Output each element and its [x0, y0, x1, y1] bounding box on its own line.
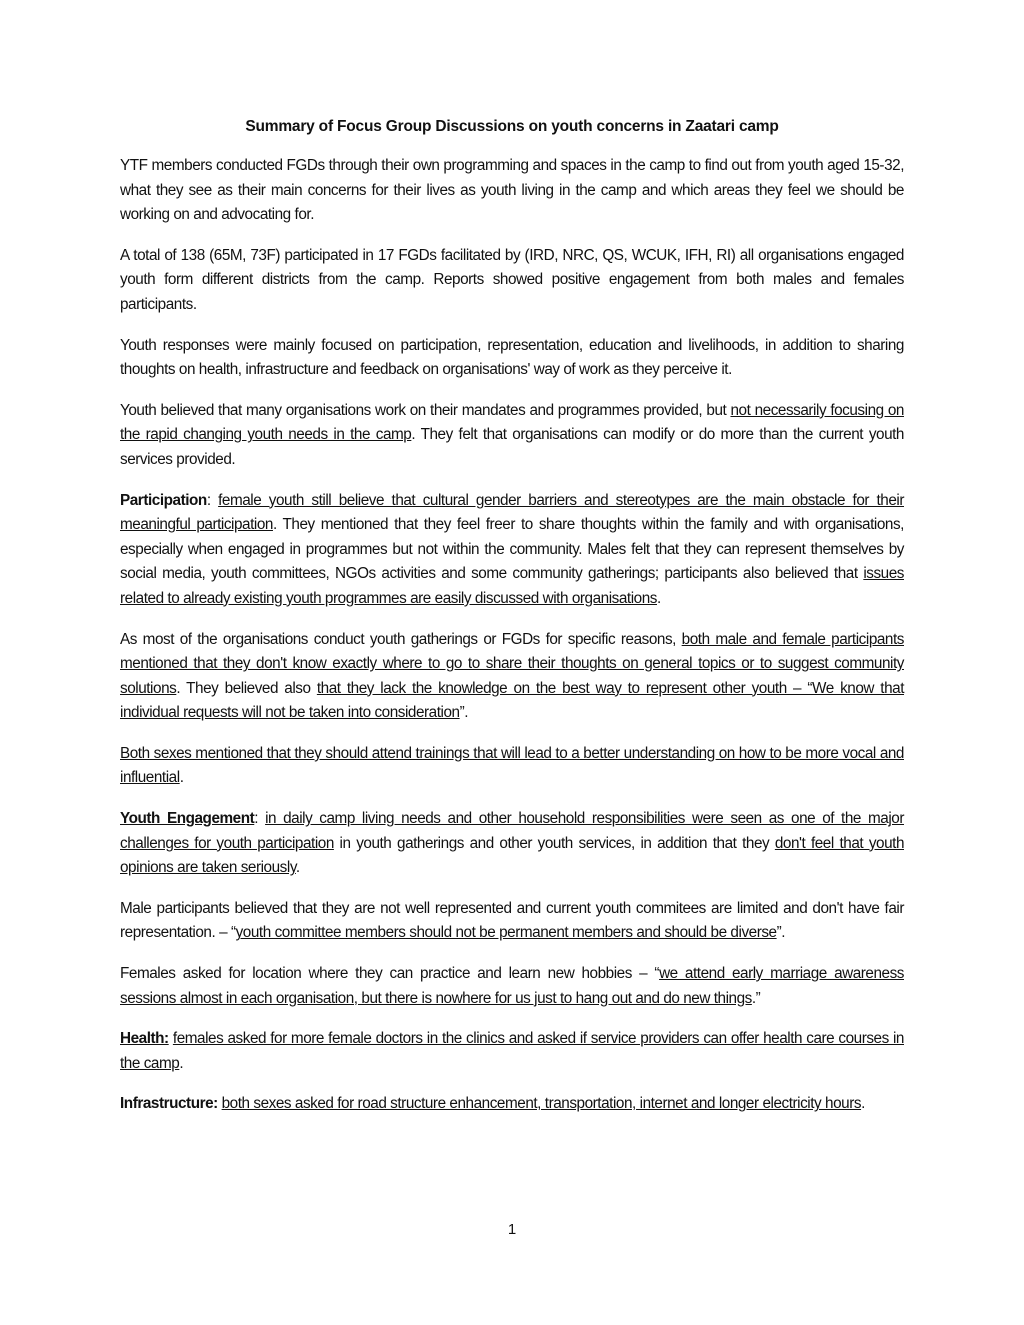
paragraph-text: .”: [751, 989, 761, 1007]
paragraph-text: Youth believed that many organisations work on their mandates and programmes provided, but: [120, 401, 731, 419]
paragraph-text: .: [295, 859, 300, 877]
paragraph-text: .: [179, 1054, 184, 1072]
paragraph-text: .: [656, 589, 661, 607]
paragraph-text: Male participants believed that they are not well represented and current youth commitees are limited and don't have fair representation. – “: [120, 899, 904, 942]
paragraph-text: .: [179, 769, 184, 787]
paragraph: [120, 1027, 904, 1076]
emphasized-text: we attend early marriage awareness sessions almost in each organisation, but there is nowhere for us just to hang out and do new things: [120, 965, 904, 1007]
section-heading: Infrastructure:: [120, 1095, 218, 1113]
paragraph-text: ”.: [776, 924, 786, 942]
paragraph: [120, 628, 904, 726]
document-page: [120, 118, 904, 1133]
paragraph-text: Youth responses were mainly focused on participation, representation, education and livelihoods, in addition to sharing thoughts on health, infrastructure and feedback on organisations' way of work as they perceive it.: [120, 336, 904, 379]
paragraph-text: As most of the organisations conduct youth gatherings or FGDs for specific reasons,: [120, 630, 682, 648]
paragraph: [120, 154, 904, 228]
section-heading: Participation: [120, 491, 207, 509]
paragraph-text: :: [254, 810, 266, 828]
paragraph: [120, 897, 904, 946]
paragraph: [120, 489, 904, 612]
paragraph: [120, 962, 904, 1011]
document-body: [120, 154, 904, 1117]
paragraph-text: . They believed also: [176, 679, 317, 697]
paragraph: [120, 334, 904, 383]
emphasized-text: both sexes asked for road structure enhancement, transportation, internet and longer electricity hours: [221, 1095, 862, 1113]
paragraph-text: .: [861, 1095, 865, 1113]
page-number: 1: [507, 1221, 517, 1238]
paragraph-text: YTF members conducted FGDs through their own programming and spaces in the camp to find out from youth aged 15-32, what they see as their main concerns for their lives as youth living in the camp and which areas they feel we should be working on and advocating for.: [120, 157, 904, 224]
emphasized-text: not necessarily focusing on the rapid changing youth needs in the camp: [120, 401, 904, 444]
paragraph: [120, 399, 904, 473]
paragraph-text: :: [206, 491, 219, 509]
paragraph: [120, 1092, 904, 1117]
paragraph-text: A total of 138 (65M, 73F) participated in 17 FGDs facilitated by (IRD, NRC, QS, WCUK, IFH, RI) all organisations engaged youth form different districts from the camp. Reports showed positive engagement from both males and females participants.: [120, 246, 904, 313]
emphasized-text: females asked for more female doctors in the clinics and asked if service providers can offer health care courses in the camp: [120, 1030, 904, 1072]
section-heading: Youth Engagement: [120, 810, 255, 828]
emphasized-text: in daily camp living needs and other household responsibilities were seen as one of the major challenges for youth participation: [120, 810, 904, 852]
emphasized-text: youth committee members should not be permanent members and should be diverse: [235, 924, 777, 942]
document-title: Summary of Focus Group Discussions on youth concerns in Zaatari camp: [245, 118, 779, 135]
paragraph: [120, 807, 904, 881]
paragraph-text: Females asked for location where they can practice and learn new hobbies – “: [120, 965, 660, 983]
paragraph-text: in youth gatherings and other youth services, in addition that they: [333, 834, 775, 852]
section-heading: Health:: [120, 1030, 169, 1048]
paragraph: [120, 244, 904, 318]
paragraph-text: . They mentioned that they feel freer to share thoughts within the family and with organisations, especially when engaged in programmes but not within the community. Males felt that they can represent themselves by social media, youth committees, NGOs activities and some community gatherings; participants also believed that: [120, 516, 904, 583]
emphasized-text: both male and female participants mentioned that they don't know exactly where to go to share their thoughts on general topics or to suggest community solutions: [120, 630, 904, 697]
emphasized-text: don't feel that youth opinions are taken seriously: [120, 834, 904, 877]
emphasized-text: issues related to already existing youth programmes are easily discussed with organisations: [120, 565, 904, 607]
emphasized-text: Both sexes mentioned that they should attend trainings that will lead to a better understanding on how to be more vocal and influential: [120, 744, 904, 787]
paragraph-text: . They felt that organisations can modify or do more than the current youth services provided.: [120, 426, 904, 468]
paragraph-text: ”.: [459, 704, 469, 722]
paragraph: [120, 742, 904, 791]
emphasized-text: female youth still believe that cultural gender barriers and stereotypes are the main obstacle for their meaningful participation: [120, 491, 904, 534]
emphasized-text: that they lack the knowledge on the best way to represent other youth – “We know that individual requests will not be taken into consideration: [120, 679, 905, 722]
